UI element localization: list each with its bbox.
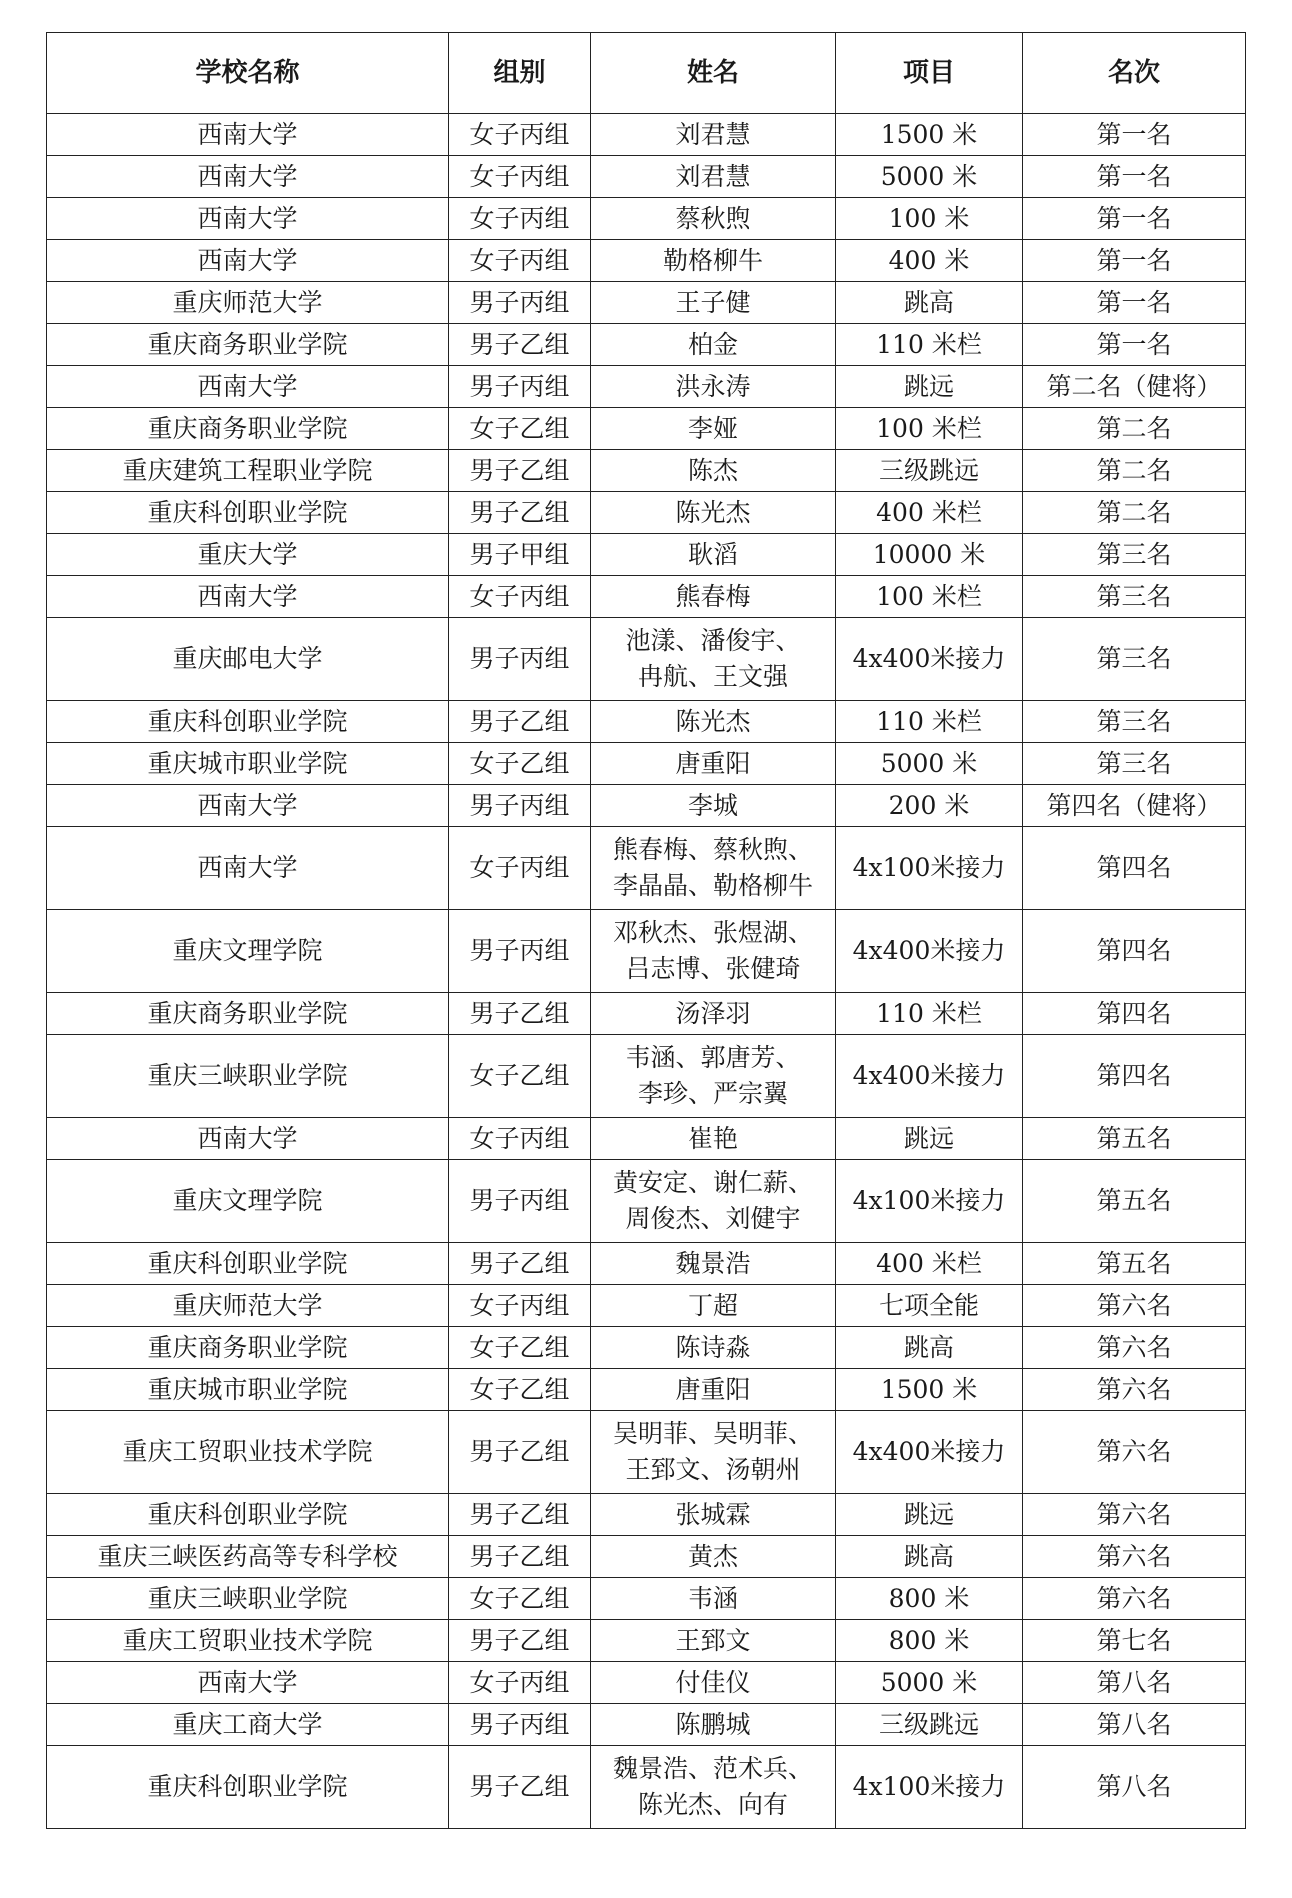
group-cell: 男子乙组	[449, 1243, 591, 1285]
table-row	[47, 366, 1246, 408]
table-row	[47, 1746, 1246, 1829]
athlete-name-cell	[591, 534, 836, 576]
table-row	[47, 827, 1246, 910]
table-row	[47, 156, 1246, 198]
athlete-name-cell	[591, 1285, 836, 1327]
rank-cell: 第四名	[1023, 910, 1246, 993]
athlete-name-line: 陈鹏城	[675, 1709, 751, 1739]
table-row	[47, 1620, 1246, 1662]
school-cell: 西南大学	[47, 785, 449, 827]
group-cell: 男子丙组	[449, 618, 591, 701]
rank-cell: 第二名	[1023, 492, 1246, 534]
group-cell: 男子乙组	[449, 1494, 591, 1536]
school-cell: 重庆工贸职业技术学院	[47, 1411, 449, 1494]
rank-cell: 第五名	[1023, 1118, 1246, 1160]
group-cell: 男子丙组	[449, 282, 591, 324]
school-cell: 重庆建筑工程职业学院	[47, 450, 449, 492]
school-cell: 重庆师范大学	[47, 282, 449, 324]
athlete-name-line: 李娅	[687, 413, 738, 443]
athlete-name-cell	[591, 408, 836, 450]
header-name: 姓名	[591, 33, 836, 114]
group-cell: 男子甲组	[449, 534, 591, 576]
event-cell: 跳高	[836, 1536, 1023, 1578]
athlete-name-cell	[591, 1160, 836, 1243]
athlete-name-line: 陈光杰、向有	[637, 1790, 788, 1819]
group-cell: 男子乙组	[449, 450, 591, 492]
athlete-name-line: 唐重阳	[675, 1374, 751, 1404]
rank-cell: 第六名	[1023, 1536, 1246, 1578]
group-cell: 男子丙组	[449, 1160, 591, 1243]
table-row	[47, 701, 1246, 743]
group-cell: 女子乙组	[449, 1578, 591, 1620]
table-row	[47, 1243, 1246, 1285]
athlete-name-cell	[591, 1035, 836, 1118]
athlete-name-line: 周俊杰、刘健宇	[625, 1204, 801, 1233]
table-row	[47, 492, 1246, 534]
table-row	[47, 1578, 1246, 1620]
group-cell: 女子乙组	[449, 743, 591, 785]
group-cell: 女子丙组	[449, 1285, 591, 1327]
athlete-name-line: 吕志博、张健琦	[625, 954, 801, 983]
rank-cell: 第一名	[1023, 282, 1246, 324]
school-cell: 重庆科创职业学院	[47, 701, 449, 743]
group-cell: 女子丙组	[449, 576, 591, 618]
rank-cell: 第六名	[1023, 1494, 1246, 1536]
rank-cell: 第三名	[1023, 534, 1246, 576]
athlete-name-line: 冉航、王文强	[637, 662, 788, 691]
athlete-name-line: 王郅文、汤朝州	[625, 1455, 801, 1484]
table-row	[47, 1285, 1246, 1327]
athlete-name-cell	[591, 1746, 836, 1829]
event-cell: 4x400米接力	[836, 1411, 1023, 1494]
header-row	[47, 33, 1246, 114]
athlete-name-line: 陈光杰	[675, 706, 751, 736]
athlete-name-line: 刘君慧	[675, 161, 751, 191]
athlete-name-line: 陈杰	[687, 455, 738, 485]
athlete-name-line: 魏景浩、范术兵、	[612, 1754, 813, 1783]
table-row	[47, 993, 1246, 1035]
event-cell: 三级跳远	[836, 1704, 1023, 1746]
athlete-name-line: 王子健	[675, 287, 751, 317]
event-cell: 100 米	[836, 198, 1023, 240]
athlete-name-line: 蔡秋煦	[675, 203, 751, 233]
rank-cell: 第八名	[1023, 1746, 1246, 1829]
table-row	[47, 1327, 1246, 1369]
table-row	[47, 1118, 1246, 1160]
group-cell: 男子丙组	[449, 366, 591, 408]
athlete-name-cell	[591, 827, 836, 910]
athlete-name-cell	[591, 1243, 836, 1285]
rank-cell: 第七名	[1023, 1620, 1246, 1662]
athlete-name-cell	[591, 1411, 836, 1494]
athlete-name-cell	[591, 576, 836, 618]
athlete-name-cell	[591, 282, 836, 324]
rank-cell: 第一名	[1023, 240, 1246, 282]
athlete-name-cell	[591, 324, 836, 366]
table-row	[47, 198, 1246, 240]
event-cell: 跳高	[836, 282, 1023, 324]
results-table	[46, 32, 1246, 1829]
event-cell: 七项全能	[836, 1285, 1023, 1327]
athlete-name-line: 黄安定、谢仁薪、	[612, 1168, 813, 1197]
event-cell: 200 米	[836, 785, 1023, 827]
event-cell: 5000 米	[836, 156, 1023, 198]
athlete-name-cell	[591, 1578, 836, 1620]
event-cell: 4x400米接力	[836, 618, 1023, 701]
group-cell: 女子丙组	[449, 156, 591, 198]
athlete-name-cell	[591, 240, 836, 282]
event-cell: 400 米	[836, 240, 1023, 282]
header-event: 项目	[836, 33, 1023, 114]
athlete-name-line: 洪永涛	[675, 371, 751, 401]
school-cell: 重庆邮电大学	[47, 618, 449, 701]
athlete-name-line: 熊春梅、蔡秋煦、	[612, 835, 813, 864]
table-row	[47, 1035, 1246, 1118]
group-cell: 女子丙组	[449, 114, 591, 156]
table-row	[47, 743, 1246, 785]
table-row	[47, 1369, 1246, 1411]
group-cell: 男子乙组	[449, 1411, 591, 1494]
event-cell: 110 米栏	[836, 701, 1023, 743]
school-cell: 重庆工商大学	[47, 1704, 449, 1746]
event-cell: 5000 米	[836, 743, 1023, 785]
athlete-name-cell	[591, 910, 836, 993]
table-row	[47, 910, 1246, 993]
athlete-name-cell	[591, 198, 836, 240]
school-cell: 重庆大学	[47, 534, 449, 576]
athlete-name-line: 韦涵	[687, 1583, 738, 1613]
rank-cell: 第三名	[1023, 743, 1246, 785]
event-cell: 5000 米	[836, 1662, 1023, 1704]
athlete-name-line: 勒格柳牛	[662, 245, 763, 275]
rank-cell: 第五名	[1023, 1243, 1246, 1285]
athlete-name-cell	[591, 156, 836, 198]
athlete-name-line: 熊春梅	[675, 581, 751, 611]
athlete-name-line: 韦涵、郭唐芳、	[625, 1043, 801, 1072]
athlete-name-line: 张城霖	[675, 1499, 751, 1529]
group-cell: 女子丙组	[449, 1118, 591, 1160]
athlete-name-cell	[591, 492, 836, 534]
rank-cell: 第二名	[1023, 450, 1246, 492]
rank-cell: 第一名	[1023, 156, 1246, 198]
athlete-name-cell	[591, 1369, 836, 1411]
school-cell: 重庆三峡职业学院	[47, 1035, 449, 1118]
event-cell: 4x100米接力	[836, 827, 1023, 910]
athlete-name-cell	[591, 785, 836, 827]
school-cell: 重庆三峡医药高等专科学校	[47, 1536, 449, 1578]
event-cell: 跳远	[836, 1494, 1023, 1536]
athlete-name-line: 付佳仪	[675, 1667, 751, 1697]
rank-cell: 第六名	[1023, 1578, 1246, 1620]
athlete-name-cell	[591, 1327, 836, 1369]
athlete-name-line: 李城	[687, 790, 738, 820]
athlete-name-line: 崔艳	[687, 1123, 738, 1153]
table-row	[47, 1704, 1246, 1746]
group-cell: 男子丙组	[449, 910, 591, 993]
school-cell: 重庆科创职业学院	[47, 492, 449, 534]
table-row	[47, 408, 1246, 450]
event-cell: 1500 米	[836, 114, 1023, 156]
athlete-name-cell	[591, 1494, 836, 1536]
school-cell: 西南大学	[47, 1662, 449, 1704]
athlete-name-line: 汤泽羽	[675, 998, 751, 1028]
table-row	[47, 534, 1246, 576]
school-cell: 重庆三峡职业学院	[47, 1578, 449, 1620]
athlete-name-line: 黄杰	[687, 1541, 738, 1571]
rank-cell: 第六名	[1023, 1327, 1246, 1369]
table-row	[47, 282, 1246, 324]
rank-cell: 第六名	[1023, 1369, 1246, 1411]
school-cell: 重庆商务职业学院	[47, 324, 449, 366]
athlete-name-line: 陈诗淼	[675, 1332, 751, 1362]
event-cell: 1500 米	[836, 1369, 1023, 1411]
athlete-name-cell	[591, 743, 836, 785]
athlete-name-line: 唐重阳	[675, 748, 751, 778]
athlete-name-line: 邓秋杰、张煜湖、	[612, 918, 813, 947]
group-cell: 女子丙组	[449, 827, 591, 910]
group-cell: 男子乙组	[449, 701, 591, 743]
rank-cell: 第四名	[1023, 993, 1246, 1035]
group-cell: 女子乙组	[449, 1035, 591, 1118]
table-row	[47, 114, 1246, 156]
rank-cell: 第四名（健将）	[1023, 785, 1246, 827]
school-cell: 西南大学	[47, 240, 449, 282]
event-cell: 10000 米	[836, 534, 1023, 576]
event-cell: 110 米栏	[836, 993, 1023, 1035]
school-cell: 重庆商务职业学院	[47, 408, 449, 450]
group-cell: 女子乙组	[449, 1327, 591, 1369]
rank-cell: 第八名	[1023, 1704, 1246, 1746]
school-cell: 重庆城市职业学院	[47, 743, 449, 785]
event-cell: 800 米	[836, 1578, 1023, 1620]
athlete-name-line: 陈光杰	[675, 497, 751, 527]
group-cell: 男子乙组	[449, 324, 591, 366]
event-cell: 跳高	[836, 1327, 1023, 1369]
athlete-name-line: 丁超	[687, 1290, 738, 1320]
header-school: 学校名称	[47, 33, 449, 114]
athlete-name-cell	[591, 618, 836, 701]
event-cell: 4x100米接力	[836, 1160, 1023, 1243]
rank-cell: 第八名	[1023, 1662, 1246, 1704]
athlete-name-cell	[591, 993, 836, 1035]
athlete-name-cell	[591, 1620, 836, 1662]
athlete-name-cell	[591, 1118, 836, 1160]
table-row	[47, 240, 1246, 282]
athlete-name-line: 柏金	[687, 329, 738, 359]
rank-cell: 第四名	[1023, 827, 1246, 910]
school-cell: 西南大学	[47, 576, 449, 618]
event-cell: 三级跳远	[836, 450, 1023, 492]
school-cell: 重庆科创职业学院	[47, 1494, 449, 1536]
rank-cell: 第三名	[1023, 701, 1246, 743]
athlete-name-cell	[591, 366, 836, 408]
group-cell: 女子乙组	[449, 408, 591, 450]
event-cell: 400 米栏	[836, 492, 1023, 534]
group-cell: 女子乙组	[449, 1369, 591, 1411]
athlete-name-cell	[591, 450, 836, 492]
rank-cell: 第二名	[1023, 408, 1246, 450]
event-cell: 100 米栏	[836, 408, 1023, 450]
group-cell: 女子丙组	[449, 198, 591, 240]
school-cell: 重庆城市职业学院	[47, 1369, 449, 1411]
athlete-name-line: 刘君慧	[675, 119, 751, 149]
athlete-name-cell	[591, 701, 836, 743]
header-group: 组别	[449, 33, 591, 114]
event-cell: 800 米	[836, 1620, 1023, 1662]
athlete-name-line: 耿滔	[687, 539, 738, 569]
table-row	[47, 618, 1246, 701]
school-cell: 西南大学	[47, 827, 449, 910]
school-cell: 西南大学	[47, 114, 449, 156]
table-row	[47, 1536, 1246, 1578]
group-cell: 男子乙组	[449, 492, 591, 534]
group-cell: 男子乙组	[449, 1746, 591, 1829]
table-row	[47, 324, 1246, 366]
school-cell: 西南大学	[47, 366, 449, 408]
event-cell: 100 米栏	[836, 576, 1023, 618]
school-cell: 重庆文理学院	[47, 910, 449, 993]
athlete-name-line: 李晶晶、勒格柳牛	[612, 871, 813, 900]
table-row	[47, 1411, 1246, 1494]
school-cell: 西南大学	[47, 198, 449, 240]
event-cell: 4x100米接力	[836, 1746, 1023, 1829]
rank-cell: 第一名	[1023, 198, 1246, 240]
school-cell: 西南大学	[47, 156, 449, 198]
group-cell: 男子乙组	[449, 1536, 591, 1578]
event-cell: 跳远	[836, 1118, 1023, 1160]
school-cell: 重庆商务职业学院	[47, 993, 449, 1035]
event-cell: 4x400米接力	[836, 1035, 1023, 1118]
school-cell: 重庆师范大学	[47, 1285, 449, 1327]
event-cell: 4x400米接力	[836, 910, 1023, 993]
event-cell: 跳远	[836, 366, 1023, 408]
athlete-name-cell	[591, 1704, 836, 1746]
table-header	[47, 33, 1246, 114]
group-cell: 男子乙组	[449, 1620, 591, 1662]
athlete-name-cell	[591, 1536, 836, 1578]
school-cell: 重庆工贸职业技术学院	[47, 1620, 449, 1662]
group-cell: 女子丙组	[449, 240, 591, 282]
athlete-name-line: 王郅文	[675, 1625, 751, 1655]
rank-cell: 第六名	[1023, 1285, 1246, 1327]
athlete-name-cell	[591, 114, 836, 156]
rank-cell: 第二名（健将）	[1023, 366, 1246, 408]
athlete-name-cell	[591, 1662, 836, 1704]
rank-cell: 第一名	[1023, 114, 1246, 156]
school-cell: 重庆科创职业学院	[47, 1243, 449, 1285]
school-cell: 西南大学	[47, 1118, 449, 1160]
athlete-name-line: 池漾、潘俊宇、	[625, 626, 801, 655]
rank-cell: 第三名	[1023, 576, 1246, 618]
table-row	[47, 1662, 1246, 1704]
rank-cell: 第六名	[1023, 1411, 1246, 1494]
group-cell: 女子丙组	[449, 1662, 591, 1704]
group-cell: 男子丙组	[449, 785, 591, 827]
table-row	[47, 1494, 1246, 1536]
event-cell: 400 米栏	[836, 1243, 1023, 1285]
table-row	[47, 1160, 1246, 1243]
rank-cell: 第四名	[1023, 1035, 1246, 1118]
rank-cell: 第五名	[1023, 1160, 1246, 1243]
athlete-name-line: 魏景浩	[675, 1248, 751, 1278]
table-row	[47, 576, 1246, 618]
school-cell: 重庆文理学院	[47, 1160, 449, 1243]
group-cell: 男子丙组	[449, 1704, 591, 1746]
rank-cell: 第一名	[1023, 324, 1246, 366]
school-cell: 重庆科创职业学院	[47, 1746, 449, 1829]
athlete-name-line: 吴明菲、吴明菲、	[612, 1419, 813, 1448]
school-cell: 重庆商务职业学院	[47, 1327, 449, 1369]
group-cell: 男子乙组	[449, 993, 591, 1035]
table-row	[47, 450, 1246, 492]
table-body	[47, 114, 1246, 1829]
table-row	[47, 785, 1246, 827]
rank-cell: 第三名	[1023, 618, 1246, 701]
athlete-name-line: 李珍、严宗翼	[637, 1079, 788, 1108]
header-rank: 名次	[1023, 33, 1246, 114]
event-cell: 110 米栏	[836, 324, 1023, 366]
